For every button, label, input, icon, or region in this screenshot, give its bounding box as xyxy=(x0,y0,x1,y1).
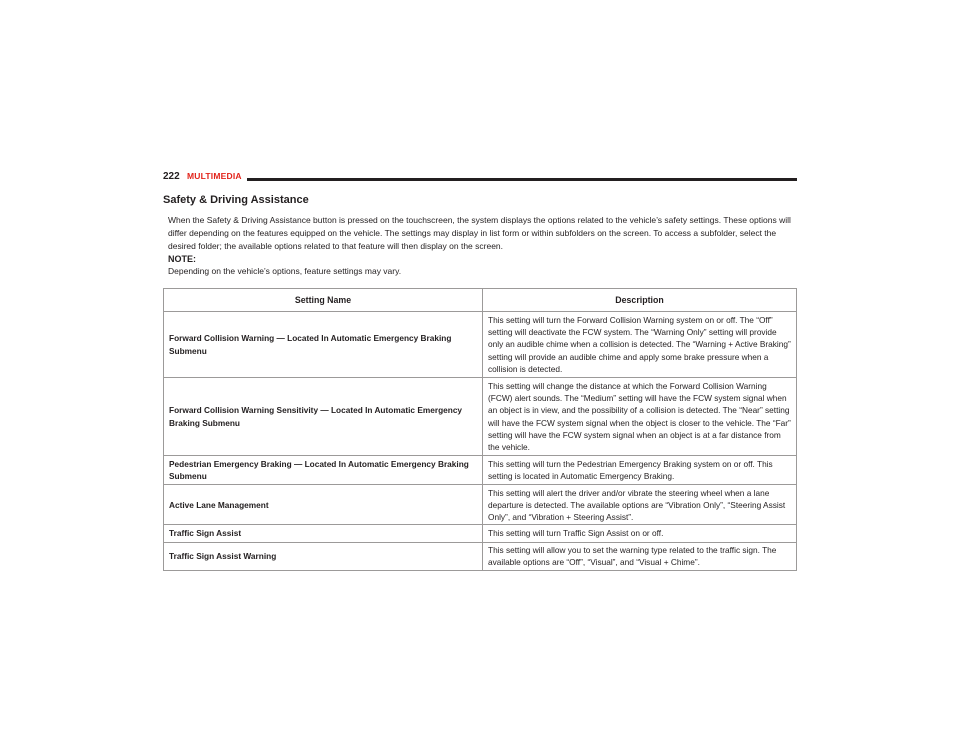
setting-name: Pedestrian Emergency Braking — Located In Automatic Emergency Braking Submenu xyxy=(164,456,483,485)
setting-description: This setting will turn the Pedestrian Emergency Braking system on or off. This setting is located in Automatic Emergency Braking. xyxy=(483,456,797,485)
header-setting-name: Setting Name xyxy=(164,289,483,312)
header-rule xyxy=(247,178,797,181)
setting-description: This setting will alert the driver and/or vibrate the steering wheel when a lane departure is detected. The available options are “Vibration Only”, “Steering Assist Only”, and “Vibration + Steering Assist”. xyxy=(483,485,797,525)
note-label: NOTE: xyxy=(168,254,196,264)
table-row xyxy=(164,525,797,542)
setting-description: This setting will change the distance at which the Forward Collision Warning (FCW) alert sounds. The “Medium” setting will have the FCW system signal when an object is in view, and the possibility of a collision is detected. The “Near” setting will have the FCW system signal when the object is closer to the vehicle. The “Far” setting will have the FCW system signal when an object is at a far distance from the vehicle. xyxy=(483,378,797,456)
table-row xyxy=(164,542,797,570)
intro-paragraph: When the Safety & Driving Assistance button is pressed on the touchscreen, the system displays the options related to the vehicle’s safety settings. These options will differ depending on the features equipped on the vehicle. The settings may display in list form or within subfolders on the screen. To access a subfolder, select the desired folder; the available options related to that feature will then display on the screen. xyxy=(168,215,791,251)
setting-name: Forward Collision Warning — Located In Automatic Emergency Braking Submenu xyxy=(164,312,483,378)
table-header-row xyxy=(164,289,797,312)
setting-description: This setting will turn the Forward Collision Warning system on or off. The “Off” setting will deactivate the FCW system. The “Warning Only” setting will provide only an audible chime when a collision is detected. The “Warning + Active Braking” setting will provide an audible chime and apply some brake pressure when a collision is detected. xyxy=(483,312,797,378)
setting-name: Traffic Sign Assist Warning xyxy=(164,542,483,570)
settings-table xyxy=(163,288,797,571)
header-description: Description xyxy=(483,289,797,312)
setting-description: This setting will allow you to set the warning type related to the traffic sign. The available options are “Off”, “Visual”, and “Visual + Chime”. xyxy=(483,542,797,570)
page-number: 222 xyxy=(163,171,180,182)
setting-name: Active Lane Management xyxy=(164,485,483,525)
table-row xyxy=(164,485,797,525)
table-row xyxy=(164,456,797,485)
setting-name: Traffic Sign Assist xyxy=(164,525,483,542)
setting-description: This setting will turn Traffic Sign Assist on or off. xyxy=(483,525,797,542)
table-row xyxy=(164,378,797,456)
section-label: MULTIMEDIA xyxy=(187,171,242,181)
section-title: Safety & Driving Assistance xyxy=(163,194,309,206)
setting-name: Forward Collision Warning Sensitivity — Located In Automatic Emergency Braking Submenu xyxy=(164,378,483,456)
table-row xyxy=(164,312,797,378)
note-text: Depending on the vehicle’s options, feature settings may vary. xyxy=(168,266,402,276)
page-header xyxy=(163,171,797,185)
